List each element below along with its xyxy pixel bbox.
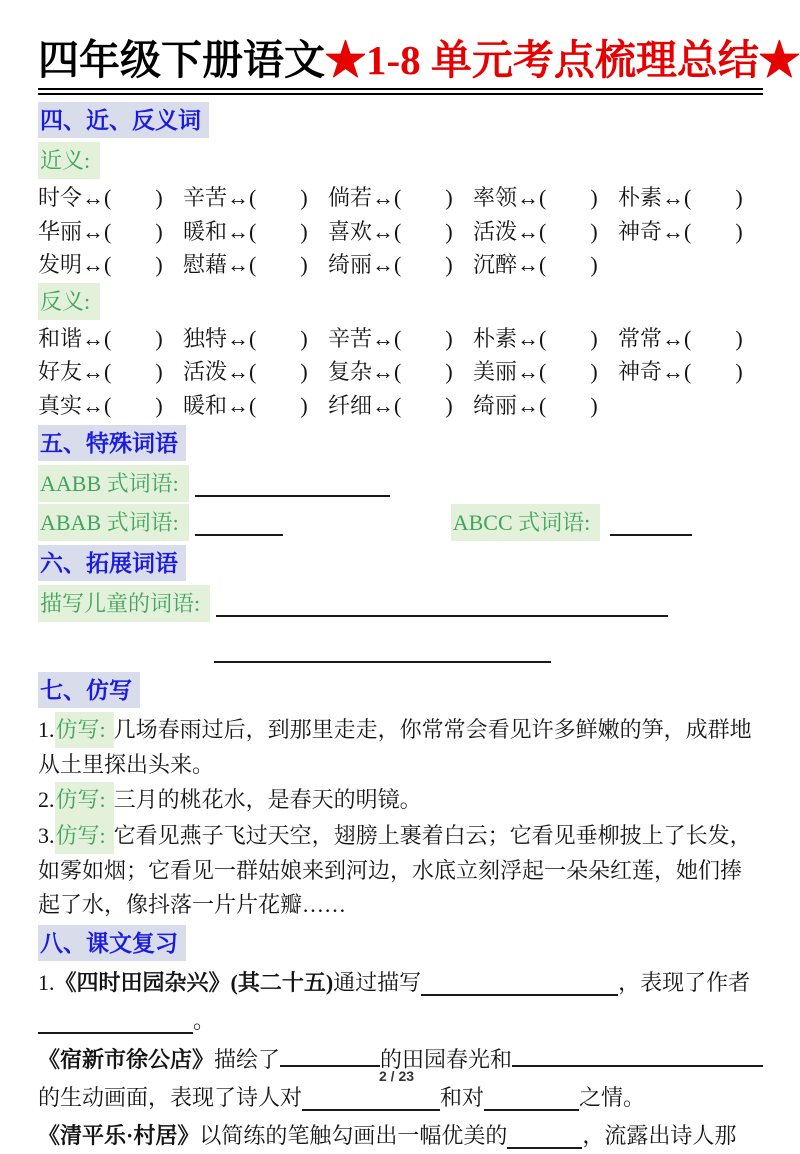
review-text: 的生动画面，表现了诗人对 [38, 1085, 303, 1111]
word-pair: 复杂↔( ) [328, 359, 453, 385]
antonym-label: 反义: [38, 283, 100, 320]
page-number: 2 / 23 [378, 1068, 415, 1084]
item-number: 3. [38, 823, 55, 849]
word-pair: 活泼↔( ) [473, 218, 598, 244]
fill-blank [421, 970, 618, 996]
word-pair: 发明↔( ) [38, 252, 163, 278]
fill-blank [507, 1123, 582, 1149]
fill-blank [302, 1085, 440, 1111]
word-pair: 率领↔( ) [473, 185, 598, 211]
word-pair: 时令↔( ) [38, 185, 163, 211]
word-pair: 倘若↔( ) [328, 185, 453, 211]
word-pair: 喜欢↔( ) [328, 218, 453, 244]
children-words-label: 描写儿童的词语: [38, 585, 210, 622]
review-text: 的田园春光和 [380, 1047, 513, 1073]
word-pair: 美丽↔( ) [473, 359, 598, 385]
word-pair: 暖和↔( ) [183, 392, 308, 418]
review-text: 通过描写 [333, 970, 422, 996]
page-title [38, 36, 800, 85]
review-text: 描绘了 [214, 1047, 281, 1073]
abcc-label: ABCC 式词语: [451, 504, 601, 541]
review-line-1 [38, 965, 763, 1001]
abab-label: ABAB 式词语: [38, 504, 189, 541]
fill-blank [38, 1008, 193, 1034]
abcc-blank [610, 510, 692, 536]
abab-blank [195, 510, 283, 536]
mimic-item-2 [38, 782, 763, 818]
section-heading-7: 七、仿写 [38, 672, 140, 708]
synonym-row [38, 215, 763, 249]
word-pair: 辛苦↔( ) [328, 325, 453, 351]
review-text: 。 [193, 1008, 216, 1034]
antonym-row [38, 355, 763, 389]
item-number: 2. [38, 787, 55, 813]
mimic-tag: 仿写: [55, 818, 114, 854]
word-pair: 神奇↔( ) [618, 359, 743, 385]
children-words-blank [216, 591, 668, 617]
poem-title: 《清平乐·村居》 [38, 1123, 200, 1149]
section-heading-4: 四、近、反义词 [38, 102, 209, 138]
children-words-blank-2 [214, 637, 551, 663]
section-heading-8: 八、课文复习 [38, 925, 186, 961]
word-pair: 慰藉↔( ) [183, 252, 308, 278]
poem-title: 《宿新市徐公店》 [38, 1047, 215, 1073]
word-pair: 独特↔( ) [183, 325, 308, 351]
aabb-blank [195, 471, 390, 497]
mimic-text: 它看见燕子飞过天空，翅膀上裹着白云；它看见垂柳披上了长发，如雾如烟；它看见一群姑娘来到河边，水底立刻浮起一朵朵红莲，她们捧起了水，像抖落一片片花瓣…… [38, 823, 752, 918]
synonym-label: 近义: [38, 142, 100, 179]
item-number: 1. [38, 717, 55, 743]
fill-blank [512, 1041, 763, 1067]
review-text: ，流露出诗人那 [582, 1123, 737, 1149]
antonym-row [38, 389, 763, 423]
word-pair: 绮丽↔( ) [473, 392, 598, 418]
synonym-row [38, 181, 763, 215]
word-pair: 和谐↔( ) [38, 325, 163, 351]
mimic-tag: 仿写: [55, 712, 114, 748]
mimic-item-1 [38, 712, 763, 782]
word-pair: 华丽↔( ) [38, 218, 163, 244]
aabb-label: AABB 式词语: [38, 465, 189, 502]
synonym-row [38, 248, 763, 282]
word-pair: 纤细↔( ) [328, 392, 453, 418]
word-pair: 辛苦↔( ) [183, 185, 308, 211]
section-heading-6: 六、拓展词语 [38, 545, 186, 581]
word-pair: 朴素↔( ) [618, 185, 743, 211]
review-text: ，表现了作者 [618, 970, 751, 996]
item-number: 1. [38, 970, 55, 996]
fill-blank [484, 1085, 579, 1111]
review-line-5 [38, 1118, 763, 1154]
word-pair: 常常↔( ) [618, 325, 743, 351]
word-pair: 绮丽↔( ) [328, 252, 453, 278]
mimic-tag: 仿写: [55, 782, 114, 818]
section-heading-5: 五、特殊词语 [38, 425, 186, 461]
review-text: 之情。 [579, 1085, 646, 1111]
title-red-part: ★1-8 单元考点梳理总结★ [325, 37, 800, 83]
title-black-part: 四年级下册语文 [38, 37, 325, 83]
review-line-2 [38, 1003, 763, 1039]
mimic-text: 三月的桃花水，是春天的明镜。 [113, 787, 422, 813]
word-pair: 神奇↔( ) [618, 218, 743, 244]
word-pair: 沉醉↔( ) [473, 252, 598, 278]
review-text: 以简练的笔触勾画出一幅优美的 [199, 1123, 508, 1149]
mimic-text: 几场春雨过后，到那里走走，你常常会看见许多鲜嫩的笋，成群地从土里探出头来。 [38, 717, 752, 778]
word-pair: 朴素↔( ) [473, 325, 598, 351]
review-line-4 [38, 1080, 763, 1116]
word-pair: 真实↔( ) [38, 392, 163, 418]
title-divider [38, 88, 763, 95]
antonym-row [38, 322, 763, 356]
poem-title: 《四时田园杂兴》(其二十五) [54, 970, 334, 996]
word-pair: 暖和↔( ) [183, 218, 308, 244]
word-pair: 好友↔( ) [38, 359, 163, 385]
word-pair: 活泼↔( ) [183, 359, 308, 385]
review-text: 和对 [440, 1085, 485, 1111]
mimic-item-3 [38, 818, 763, 922]
fill-blank [280, 1041, 380, 1067]
